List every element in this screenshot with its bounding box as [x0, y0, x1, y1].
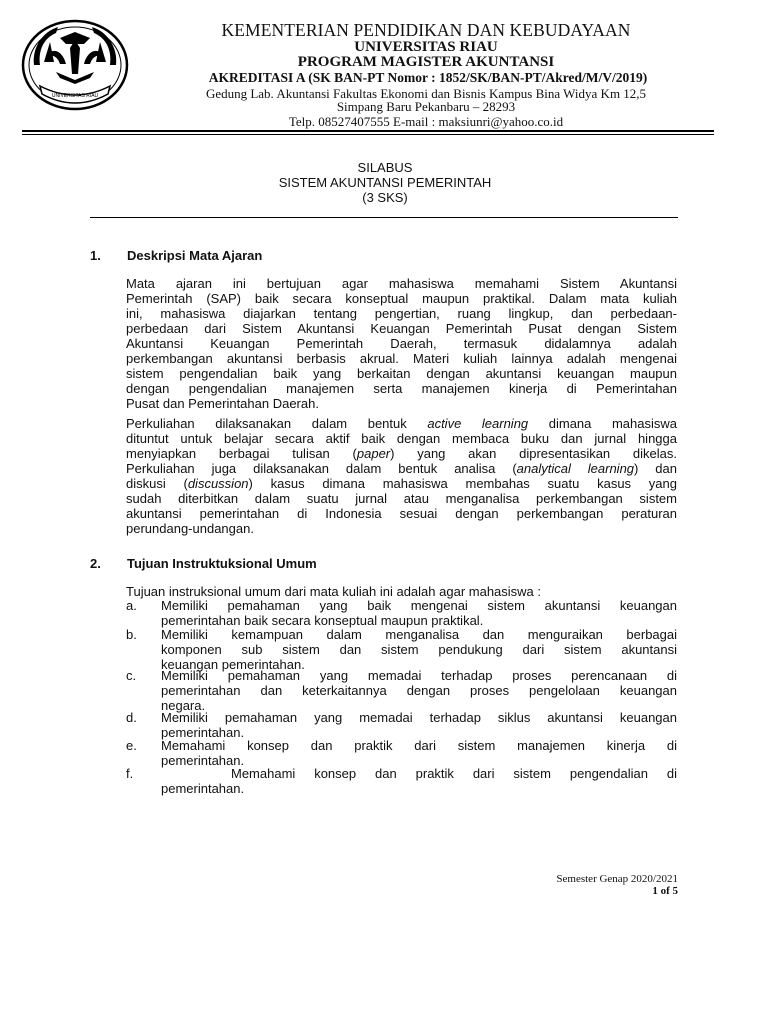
- term-active-learning: active learning: [427, 416, 529, 431]
- term-discussion: discussion: [187, 476, 249, 491]
- text-line: Perkuliahan dilaksanakan dalam bentuk active learning dimana mahasiswa: [126, 416, 677, 431]
- address-line-1: Gedung Lab. Akuntansi Fakultas Ekonomi dan Bisnis Kampus Bina Widya Km 12,5: [205, 86, 647, 101]
- list-label: b.: [126, 627, 137, 642]
- title-divider: [90, 217, 678, 218]
- section-1-heading: Deskripsi Mata Ajaran: [127, 248, 263, 263]
- section-1-paragraph-1: [126, 276, 677, 411]
- list-line: Memiliki pemahaman yang memadai terhadap proses perencanaan di: [161, 668, 677, 683]
- doc-title: SILABUS: [357, 160, 413, 175]
- text-line: Pusat dan Pemerintahan Daerah.: [126, 396, 319, 411]
- list-line: pemerintahan dan keterkaitannya dengan proses pengelolaan keuangan: [161, 683, 677, 698]
- section-1-number: 1.: [90, 248, 101, 263]
- text-line: ini, mahasiswa diajarkan tentang pengertian, ruang lingkup, dan perbedaan-: [126, 306, 677, 321]
- section-2-number: 2.: [90, 556, 101, 571]
- list-line: pemerintahan baik secara konseptual maupun praktikal.: [161, 613, 484, 628]
- text-line: sudah diterbitkan dalam suatu jurnal atau menganalisa perkembangan sistem: [126, 491, 677, 506]
- section-2-heading: Tujuan Instruktuksional Umum: [127, 556, 317, 571]
- section-1-paragraph-2: [126, 416, 677, 536]
- list-label: a.: [126, 598, 137, 613]
- university-name: UNIVERSITAS RIAU: [354, 39, 498, 55]
- list-line: Memiliki pemahaman yang baik mengenai sistem akuntansi keuangan: [161, 598, 677, 613]
- text-line: diskusi (discussion) kasus dimana mahasiswa membahas suatu kasus yang: [126, 476, 677, 491]
- text-line: menyiapkan berbagai tulisan (paper) yang akan dipresentasikan dikelas.: [126, 446, 677, 461]
- list-line: Memiliki kemampuan dalam menganalisa dan menguraikan berbagai: [161, 627, 677, 642]
- university-logo: [20, 18, 130, 113]
- text-line: Akuntansi Keuangan Pemerintah Daerah, termasuk didalamnya adalah: [126, 336, 677, 351]
- list-label: e.: [126, 738, 137, 753]
- text-line: Pemerintah (SAP) baik secara konseptual maupun praktikal. Dalam mata kuliah: [126, 291, 677, 306]
- list-line: negara.: [161, 698, 206, 713]
- text-line: dituntut untuk belajar secara aktif baik dengan membaca buku dan jurnal hingga: [126, 431, 677, 446]
- text-line: dengan pengendalian manajemen serta manajemen kinerja di Pemerintahan: [126, 381, 677, 396]
- text-line: Mata ajaran ini bertujuan agar mahasiswa memahami Sistem Akuntansi: [126, 276, 677, 291]
- header-divider-thin: [22, 134, 714, 135]
- logo-text: UNIVERSITAS RIAU: [51, 93, 99, 99]
- text-line: Perkuliahan juga dilaksanakan dalam bentuk analisa (analytical learning) dan: [126, 461, 677, 476]
- list-line: Memahami konsep dan praktik dari sistem manajemen kinerja di: [161, 738, 677, 753]
- course-credits: (3 SKS): [362, 190, 408, 205]
- list-label: c.: [126, 668, 137, 683]
- contact-line: Telp. 08527407555 E-mail : maksiunri@yahoo.co.id: [288, 114, 564, 129]
- section-2-intro: Tujuan instruksional umum dari mata kuliah ini adalah agar mahasiswa :: [126, 584, 542, 599]
- accreditation: AKREDITASI A (SK BAN-PT Nomor : 1852/SK/BAN-PT/Akred/M/V/2019): [208, 70, 648, 85]
- header-divider: [22, 130, 714, 132]
- text-line: perbedaan dari Sistem Akuntansi Keuangan Pemerintah Pusat dengan Sistem: [126, 321, 677, 336]
- list-line: keuangan pemerintahan.: [161, 657, 305, 672]
- list-line: komponen sub sistem dan sistem pendukung dari sistem akuntansi: [161, 642, 677, 657]
- text-line: perundang-undangan.: [126, 521, 254, 536]
- text-line: sistem pengendalian baik yang berkaitan dengan akuntansi keuangan maupun: [126, 366, 677, 381]
- list-line: Memiliki pemahaman yang memadai terhadap siklus akuntansi keuangan: [161, 710, 677, 725]
- term-analytical-learning: analytical learning: [516, 461, 635, 476]
- program-name: PROGRAM MAGISTER AKUNTANSI: [297, 54, 555, 70]
- list-line: pemerintahan.: [161, 753, 245, 768]
- text-line: akuntansi pemerintahan di Indonesia sesuai dengan perkembangan peraturan: [126, 506, 677, 521]
- course-name: SISTEM AKUNTANSI PEMERINTAH: [278, 175, 492, 190]
- list-line: pemerintahan.: [161, 781, 245, 796]
- list-label: d.: [126, 710, 137, 725]
- term-paper: paper: [356, 446, 391, 461]
- list-line: pemerintahan.: [161, 725, 245, 740]
- semester-label: Semester Genap 2020/2021: [556, 873, 678, 885]
- list-line: Memahami konsep dan praktik dari sistem pengendalian di: [231, 766, 677, 781]
- text-line: perkembangan akuntansi berbasis akrual. Materi kuliah lainnya adalah mengenai: [126, 351, 677, 366]
- page-number: 1 of 5: [652, 885, 678, 897]
- ministry-name: KEMENTERIAN PENDIDIKAN DAN KEBUDAYAAN: [221, 20, 631, 40]
- address-line-2: Simpang Baru Pekanbaru – 28293: [336, 99, 516, 114]
- list-label: f.: [126, 766, 134, 781]
